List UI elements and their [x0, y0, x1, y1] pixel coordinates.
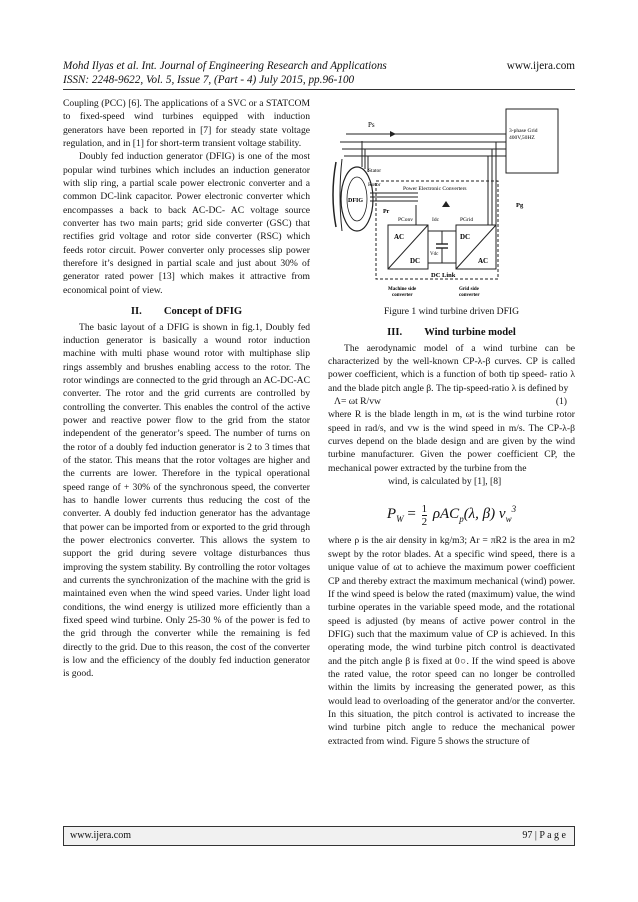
label-ac2: AC [478, 257, 489, 265]
label-grid: 3-phase Grid [509, 128, 538, 134]
label-converter: Power Electronic Converters [403, 186, 467, 192]
label-idc: Idc [432, 217, 440, 223]
label-stator: Stator [368, 168, 382, 174]
label-msc-2: converter [392, 293, 413, 298]
paragraph: The aerodynamic model of a wind turbine can be characterized by the well-known CP-λ-β curves. CP is called power coefficient, which is a function of both tip speed- ratio λ and the blade pitch angle β. The tip-speed-ratio λ is defined by [328, 342, 575, 394]
section-heading-3 [328, 326, 575, 339]
equation-1 [328, 395, 575, 408]
fraction-num: 1 [421, 502, 428, 515]
header-url[interactable]: www.ijera.com [506, 60, 575, 72]
turbine-blade-icon [333, 162, 336, 227]
formula-v-sub: w [505, 514, 512, 525]
figure-caption: Figure 1 wind turbine driven DFIG [383, 306, 520, 317]
page-number: 97 | P a g e [522, 830, 566, 841]
label-gsc-2: converter [459, 293, 480, 298]
footer-url[interactable]: www.ijera.com [70, 830, 131, 841]
formula-fraction [422, 503, 428, 528]
label-dclink: DC Link [431, 272, 456, 279]
formula-lhs-sub: W [396, 514, 404, 525]
section-number: III. [387, 327, 403, 339]
label-pr: Pr [383, 209, 390, 215]
paragraph: Coupling (PCC) [6]. The applications of a SVC or a STATCOM to fixed-speed wind turbines equipped with induction generators have been reported in [7] for steady state voltage regulation, and in [1] for short-term transient voltage stability. [63, 98, 310, 150]
label-pconv: PConv [398, 217, 413, 223]
left-column [63, 97, 310, 681]
formula-args: (λ, β) v [463, 506, 506, 523]
journal-header: Mohd Ilyas et al. Int. Journal of Engineering Research and Applications [63, 60, 387, 72]
right-column [328, 97, 575, 748]
label-grid-rating: 400V,50HZ [509, 135, 535, 141]
equation-number: (1) [555, 396, 567, 408]
label-pg: Pg [516, 202, 524, 209]
section-heading-2 [63, 305, 310, 318]
label-ps: Ps [368, 121, 375, 129]
fraction-den: 2 [421, 515, 428, 528]
label-dc2: DC [460, 233, 471, 241]
dfig-diagram [328, 97, 575, 305]
power-formula [328, 494, 575, 528]
arrow-icon [442, 201, 450, 207]
header-rule [63, 89, 575, 90]
formula-rhs-sub: p [459, 514, 464, 525]
label-dc1: DC [410, 257, 421, 265]
formula-lhs: P [386, 506, 397, 523]
label-vdc: Vdc [430, 252, 439, 257]
arrow-icon [390, 131, 396, 137]
paragraph: wind, is calculated by [1], [8] [388, 476, 502, 488]
section-title: Wind turbine model [424, 327, 516, 339]
label-ac1: AC [394, 233, 405, 241]
label-dfig: DFIG [348, 198, 363, 204]
paragraph: The basic layout of a DFIG is shown in fig.1, Doubly fed induction generator is basically a wound rotor induction machine with multi phase wound rotor with multiphase slip rings assembly and brushes enabling access to the rotor. The rotor windings are connected to the grid through an AC-DC-AC converter. The rotor and the grid currents are controlled by controlling the converter. This enables the control of the active power and reactive power flow to the grid from the stator independent of the generator’s speed. The number of turns on the rotor of a doubly fed induction generator is 2 to 3 times that of the stator. This means that the rotor voltages are higher and the currents are lower. Therefore in the typical operational speed range of + 30% of the synchronous speed, the converter has to handle lower currents thus reducing the cost of the converter. A doubly fed induction generator has the advantage that power can be imported from or exported to the grid through the power electronics converter. This allows the system to support the grid during severe voltage disturbances thus improving the system stability. By controlling the rotor voltages and currents the synchronization of the machine with the grid is maintained even when the wind speed varies. Under light load conditions, the wind energy is utilized more efficiently than a fixed speed wind turbine. Only 25-30 % of the power is fed to the grid through the converter while the remaining is fed directly to the grid. Due to this reason, the cost of the converter is low and the efficiency of the doubly fed induction generator is good. [63, 321, 310, 680]
paragraph: where R is the blade length in m, ωt is the wind turbine rotor speed in rad/s, and vw is the wind speed in m/s. The CP-λ-β curves depend on the blade design and are given by the wind turbine manufacturer. Given the power coefficient CP, the mechanical power extracted by the turbine from the [328, 409, 575, 474]
section-title: Concept of DFIG [163, 306, 243, 318]
label-gsc: Grid side [459, 287, 479, 292]
section-number: II. [130, 306, 142, 318]
paragraph: Doubly fed induction generator (DFIG) is one of the most popular wind turbines which includes an induction generator with slip ring, a partial scale power electronic converter and a common DC-link capacitor. Power electronic converter which encompasses a back to back AC-DC- AC voltage source converter has two main parts; grid side converter (GSC) that rectifies grid voltage and rotor side converter (RSC) which feeds rotor circuit. Power converter only processes slip power therefore it’s designed in partial scale and just about 30% of generator rated power [13] which makes it attractive from economical point of view. [63, 151, 310, 296]
label-msc: Machine side [388, 287, 417, 292]
label-pgrid: PGrid [460, 217, 474, 223]
equation-text: Λ= ωt R/vw [334, 396, 381, 408]
label-rotor: Rotor [368, 182, 381, 188]
issn-header: ISSN: 2248-9622, Vol. 5, Issue 7, (Part - 4) July 2015, pp.96-100 [63, 74, 355, 86]
formula-eq: = [407, 506, 416, 523]
page-footer [63, 826, 575, 846]
paragraph: where ρ is the air density in kg/m3; Ar = πR2 is the area in m2 swept by the rotor blades. At a specific wind speed, there is a unique value of ωt to achieve the maximum power coefficient CP and thereby extract the maximum mechanical (wind) power. If the wind speed is below the rated (maximum) value, the wind turbine operates in the variable speed mode, and the rotational speed is adjusted (by means of active power control in the DFIG) such that the maximum value of CP is achieved. In this operating mode, the wind turbine pitch control is deactivated and the pitch angle β is fixed at 0○. If the wind speed is above the rated value, the rotor speed can no longer be controlled within the limits by increasing the generated power, as this would lead to overloading of the generator and/or the converter. In this situation, the pitch control is activated to increase the wind turbine pitch angle to reduce the mechanical power extracted from wind. Figure 5 shows the structure of [328, 535, 575, 747]
grid-box [506, 109, 558, 173]
formula-v-sup: 3 [511, 504, 517, 515]
dfig-figure [328, 97, 575, 305]
formula-rhs: ρAC [432, 506, 460, 523]
